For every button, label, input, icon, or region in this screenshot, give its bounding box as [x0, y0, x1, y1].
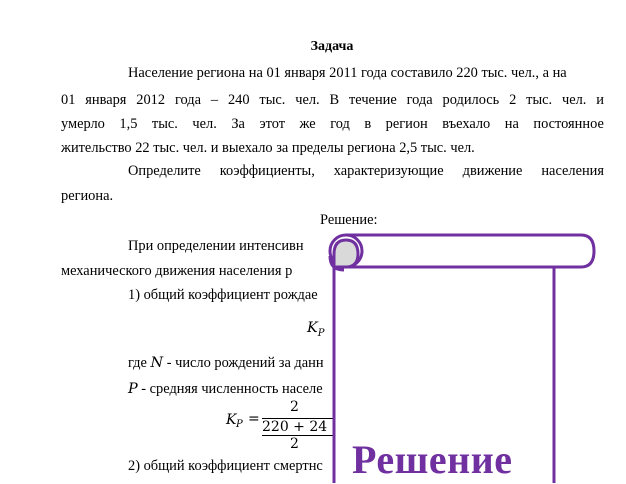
where-n-description: - число рождений за данн — [163, 355, 324, 371]
formula-2-symbol: K — [226, 412, 237, 428]
paragraph-1-line-1: Население региона на 01 января 2011 года составило 220 тыс. чел., а на — [128, 65, 567, 81]
p1-l3-word: постоянное — [533, 116, 604, 132]
p1-l2-word: чел. — [295, 92, 320, 108]
p1-l3-word: чел. — [192, 116, 217, 132]
p1-l2-word: 01 — [61, 92, 76, 108]
p1-l3-word: тыс. — [151, 116, 178, 132]
task-title: Задача — [310, 39, 354, 54]
formula-2-numerator: 2 — [290, 399, 299, 415]
paragraph-3-line-2: механического движения населения р — [61, 263, 293, 279]
p2-l1-word: движение — [462, 163, 523, 179]
formula-2-equals: = — [248, 411, 260, 427]
p1-l3-word: регион — [385, 116, 428, 132]
var-n: N — [150, 355, 164, 371]
p2-l1-word: характеризующие — [333, 163, 444, 179]
p1-l3-word: этот — [259, 116, 286, 132]
p1-l3-word: въехало — [442, 116, 491, 132]
paragraph-1-line-2 — [61, 92, 604, 109]
scroll-label: Решение — [352, 437, 513, 482]
paragraph-3-line-1: При определении интенсивн — [128, 238, 304, 254]
formula-1-symbol: K — [307, 320, 318, 336]
formula-2-subscript: P — [236, 419, 243, 430]
p2-l1-word: Определите — [128, 163, 201, 179]
p1-l3-word: год — [330, 116, 350, 132]
formula-2 — [226, 398, 336, 454]
paragraph-1-line-4: жительство 22 тыс. чел. и выехало за пределы региона 2,5 тыс. чел. — [61, 140, 475, 156]
p1-l2-word: и — [596, 92, 604, 108]
formula-2-inner-denominator: 2 — [290, 436, 299, 452]
p1-l2-word: чел. — [562, 92, 587, 108]
p1-l2-word: 2 — [509, 92, 517, 108]
p1-l2-word: течение — [349, 92, 397, 108]
formula-2-denominator: 220 + 24 — [262, 419, 328, 435]
item-1-birth-rate: 1) общий коэффициент рождае — [128, 287, 318, 303]
paragraph-2-line-2: региона. — [61, 188, 114, 204]
p1-l3-word: умерло — [61, 116, 105, 132]
formula-1-partial — [307, 320, 325, 342]
p1-l2-word: года — [174, 92, 201, 108]
p2-l1-word: коэффициенты, — [219, 163, 315, 179]
p1-l2-word: 240 — [227, 92, 250, 108]
p1-l2-word: родилось — [442, 92, 500, 108]
p1-l2-word: тыс. — [259, 92, 286, 108]
paragraph-1-line-3 — [61, 116, 604, 133]
p1-l3-word: в — [364, 116, 372, 132]
where-p-description: - средняя численность населе — [137, 381, 323, 397]
solution-label: Решение: — [320, 212, 378, 228]
p1-l2-word: 2012 — [136, 92, 166, 108]
p1-l3-word: на — [504, 116, 519, 132]
where-label: где — [128, 355, 151, 371]
p1-l3-word: же — [299, 116, 316, 132]
scroll-curl-icon — [334, 240, 358, 267]
item-2-death-rate: 2) общий коэффициент смертнс — [128, 458, 323, 474]
var-p: P — [128, 381, 138, 397]
p1-l2-word: тыс. — [526, 92, 553, 108]
paragraph-2-line-1 — [128, 163, 604, 180]
p1-l2-word: января — [85, 92, 127, 108]
p1-l3-word: 1,5 — [119, 116, 138, 132]
p1-l3-word: За — [231, 116, 245, 132]
p1-l2-word: В — [329, 92, 340, 108]
p1-l2-word: года — [406, 92, 433, 108]
where-n-line — [128, 355, 324, 372]
p1-l2-word: – — [210, 92, 219, 108]
where-p-line — [128, 381, 323, 398]
formula-2-inner-bar — [262, 435, 336, 436]
formula-1-subscript: Р — [317, 327, 325, 339]
p2-l1-word: населения — [541, 163, 604, 179]
